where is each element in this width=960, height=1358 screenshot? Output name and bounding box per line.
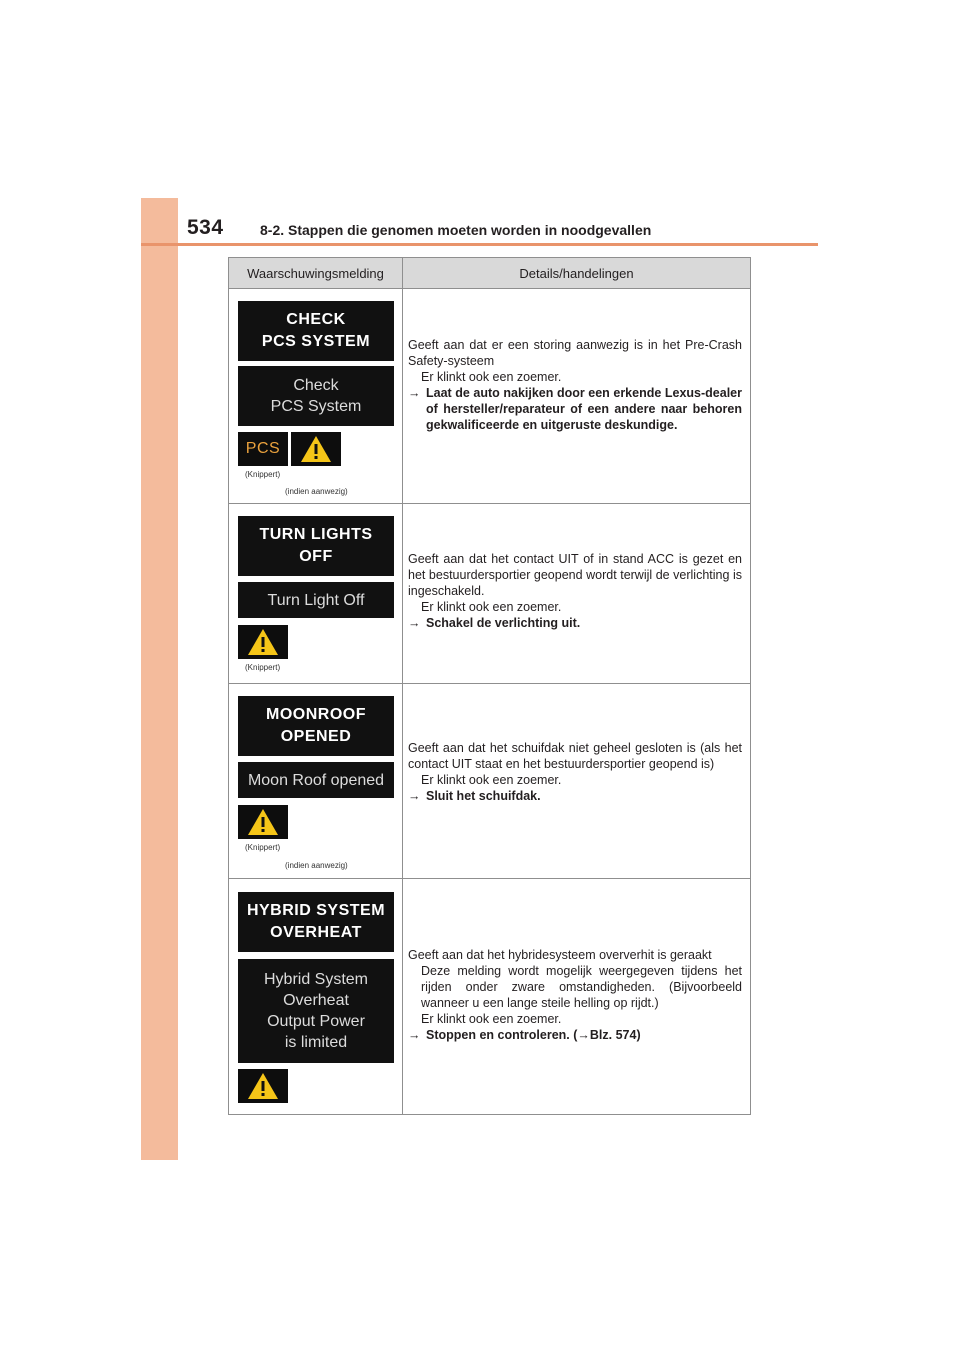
details-cell xyxy=(403,504,751,684)
col-header-details: Details/handelingen xyxy=(403,258,751,289)
details-cell xyxy=(403,684,751,879)
details-text xyxy=(408,947,742,1043)
warning-triangle-icon xyxy=(238,1069,288,1103)
description: Geeft aan dat er een storing aanwezig is in het Pre-Crash Safety-systeem xyxy=(408,338,742,368)
caption-flashing: (Knippert) xyxy=(245,663,281,672)
description: Geeft aan dat het schuifdak niet geheel gesloten is (als het contact UIT staat en het bestuurdersportier geopend is) xyxy=(408,741,742,771)
action-text: Sluit het schuifdak. xyxy=(426,789,541,803)
details-text xyxy=(408,740,742,804)
message-display-mixed: Moon Roof opened xyxy=(238,762,394,798)
caption-if-equipped: (indien aanwezig) xyxy=(285,861,348,870)
action-line xyxy=(408,788,742,804)
table-row xyxy=(229,879,751,1115)
message-display-caps: MOONROOF OPENED xyxy=(238,696,394,756)
message-display-mixed: Hybrid System Overheat Output Power is limited xyxy=(238,959,394,1063)
action-line xyxy=(408,615,742,631)
side-color-strip xyxy=(141,198,178,1160)
message-display-caps: CHECK PCS SYSTEM xyxy=(238,301,394,361)
action-text: Schakel de verlichting uit. xyxy=(426,616,581,630)
warning-message-table xyxy=(228,257,751,1115)
arrow-icon: → xyxy=(408,1028,421,1042)
arrow-icon: → xyxy=(408,386,421,400)
action-text: Stoppen en controleren. (→Blz. 574) xyxy=(426,1028,641,1042)
table-row xyxy=(229,504,751,684)
arrow-icon: → xyxy=(408,789,421,803)
message-display-caps: TURN LIGHTS OFF xyxy=(238,516,394,576)
table-row xyxy=(229,684,751,879)
message-image-cell xyxy=(229,684,403,879)
message-image-cell xyxy=(229,289,403,504)
warning-triangle-icon xyxy=(238,805,288,839)
details-cell xyxy=(403,879,751,1115)
details-cell xyxy=(403,289,751,504)
buzzer-note: Er klinkt ook een zoemer. xyxy=(421,370,562,384)
table-row xyxy=(229,289,751,504)
message-display-mixed: Check PCS System xyxy=(238,366,394,426)
description: Geeft aan dat het contact UIT of in stand ACC is gezet en het bestuurdersportier geopend wordt terwijl de verlichting is ingeschakeld. xyxy=(408,552,742,598)
description: Geeft aan dat het hybridesysteem oververhit is geraakt xyxy=(408,948,712,962)
action-line xyxy=(408,385,742,433)
caption-flashing: (Knippert) xyxy=(245,470,281,479)
caption-if-equipped: (indien aanwezig) xyxy=(285,487,348,496)
col-header-message: Waarschuwingsmelding xyxy=(229,258,403,289)
buzzer-note: Er klinkt ook een zoemer. xyxy=(421,600,562,614)
message-image-cell xyxy=(229,504,403,684)
message-display-caps: HYBRID SYSTEM OVERHEAT xyxy=(238,892,394,952)
table-header-row xyxy=(229,258,751,289)
message-display-mixed: Turn Light Off xyxy=(238,582,394,618)
page-number: 534 xyxy=(187,216,224,239)
buzzer-note: Er klinkt ook een zoemer. xyxy=(421,773,562,787)
caption-flashing: (Knippert) xyxy=(245,843,281,852)
header-rule xyxy=(141,243,818,246)
pcs-indicator-label: PCS xyxy=(245,440,281,457)
action-text: Laat de auto nakijken door een erkende Lexus-dealer of hersteller/reparateur of een andere naar behoren gekwalificeerde en uitgeruste deskundige. xyxy=(426,386,742,432)
arrow-icon: → xyxy=(408,616,421,630)
section-title: 8-2. Stappen die genomen moeten worden in noodgevallen xyxy=(260,222,652,238)
condition-note: Deze melding wordt mogelijk weergegeven tijdens het rijden onder zware omstandigheden. (Bijvoorbeeld wanneer u een lange steile helling op rijdt.) xyxy=(421,964,742,1010)
buzzer-note: Er klinkt ook een zoemer. xyxy=(421,1012,562,1026)
warning-triangle-icon xyxy=(238,625,288,659)
details-text xyxy=(408,337,742,433)
details-text xyxy=(408,551,742,631)
action-line xyxy=(408,1027,742,1043)
message-image-cell xyxy=(229,879,403,1115)
pcs-indicator-icon xyxy=(238,432,288,466)
warning-triangle-icon xyxy=(291,432,341,466)
